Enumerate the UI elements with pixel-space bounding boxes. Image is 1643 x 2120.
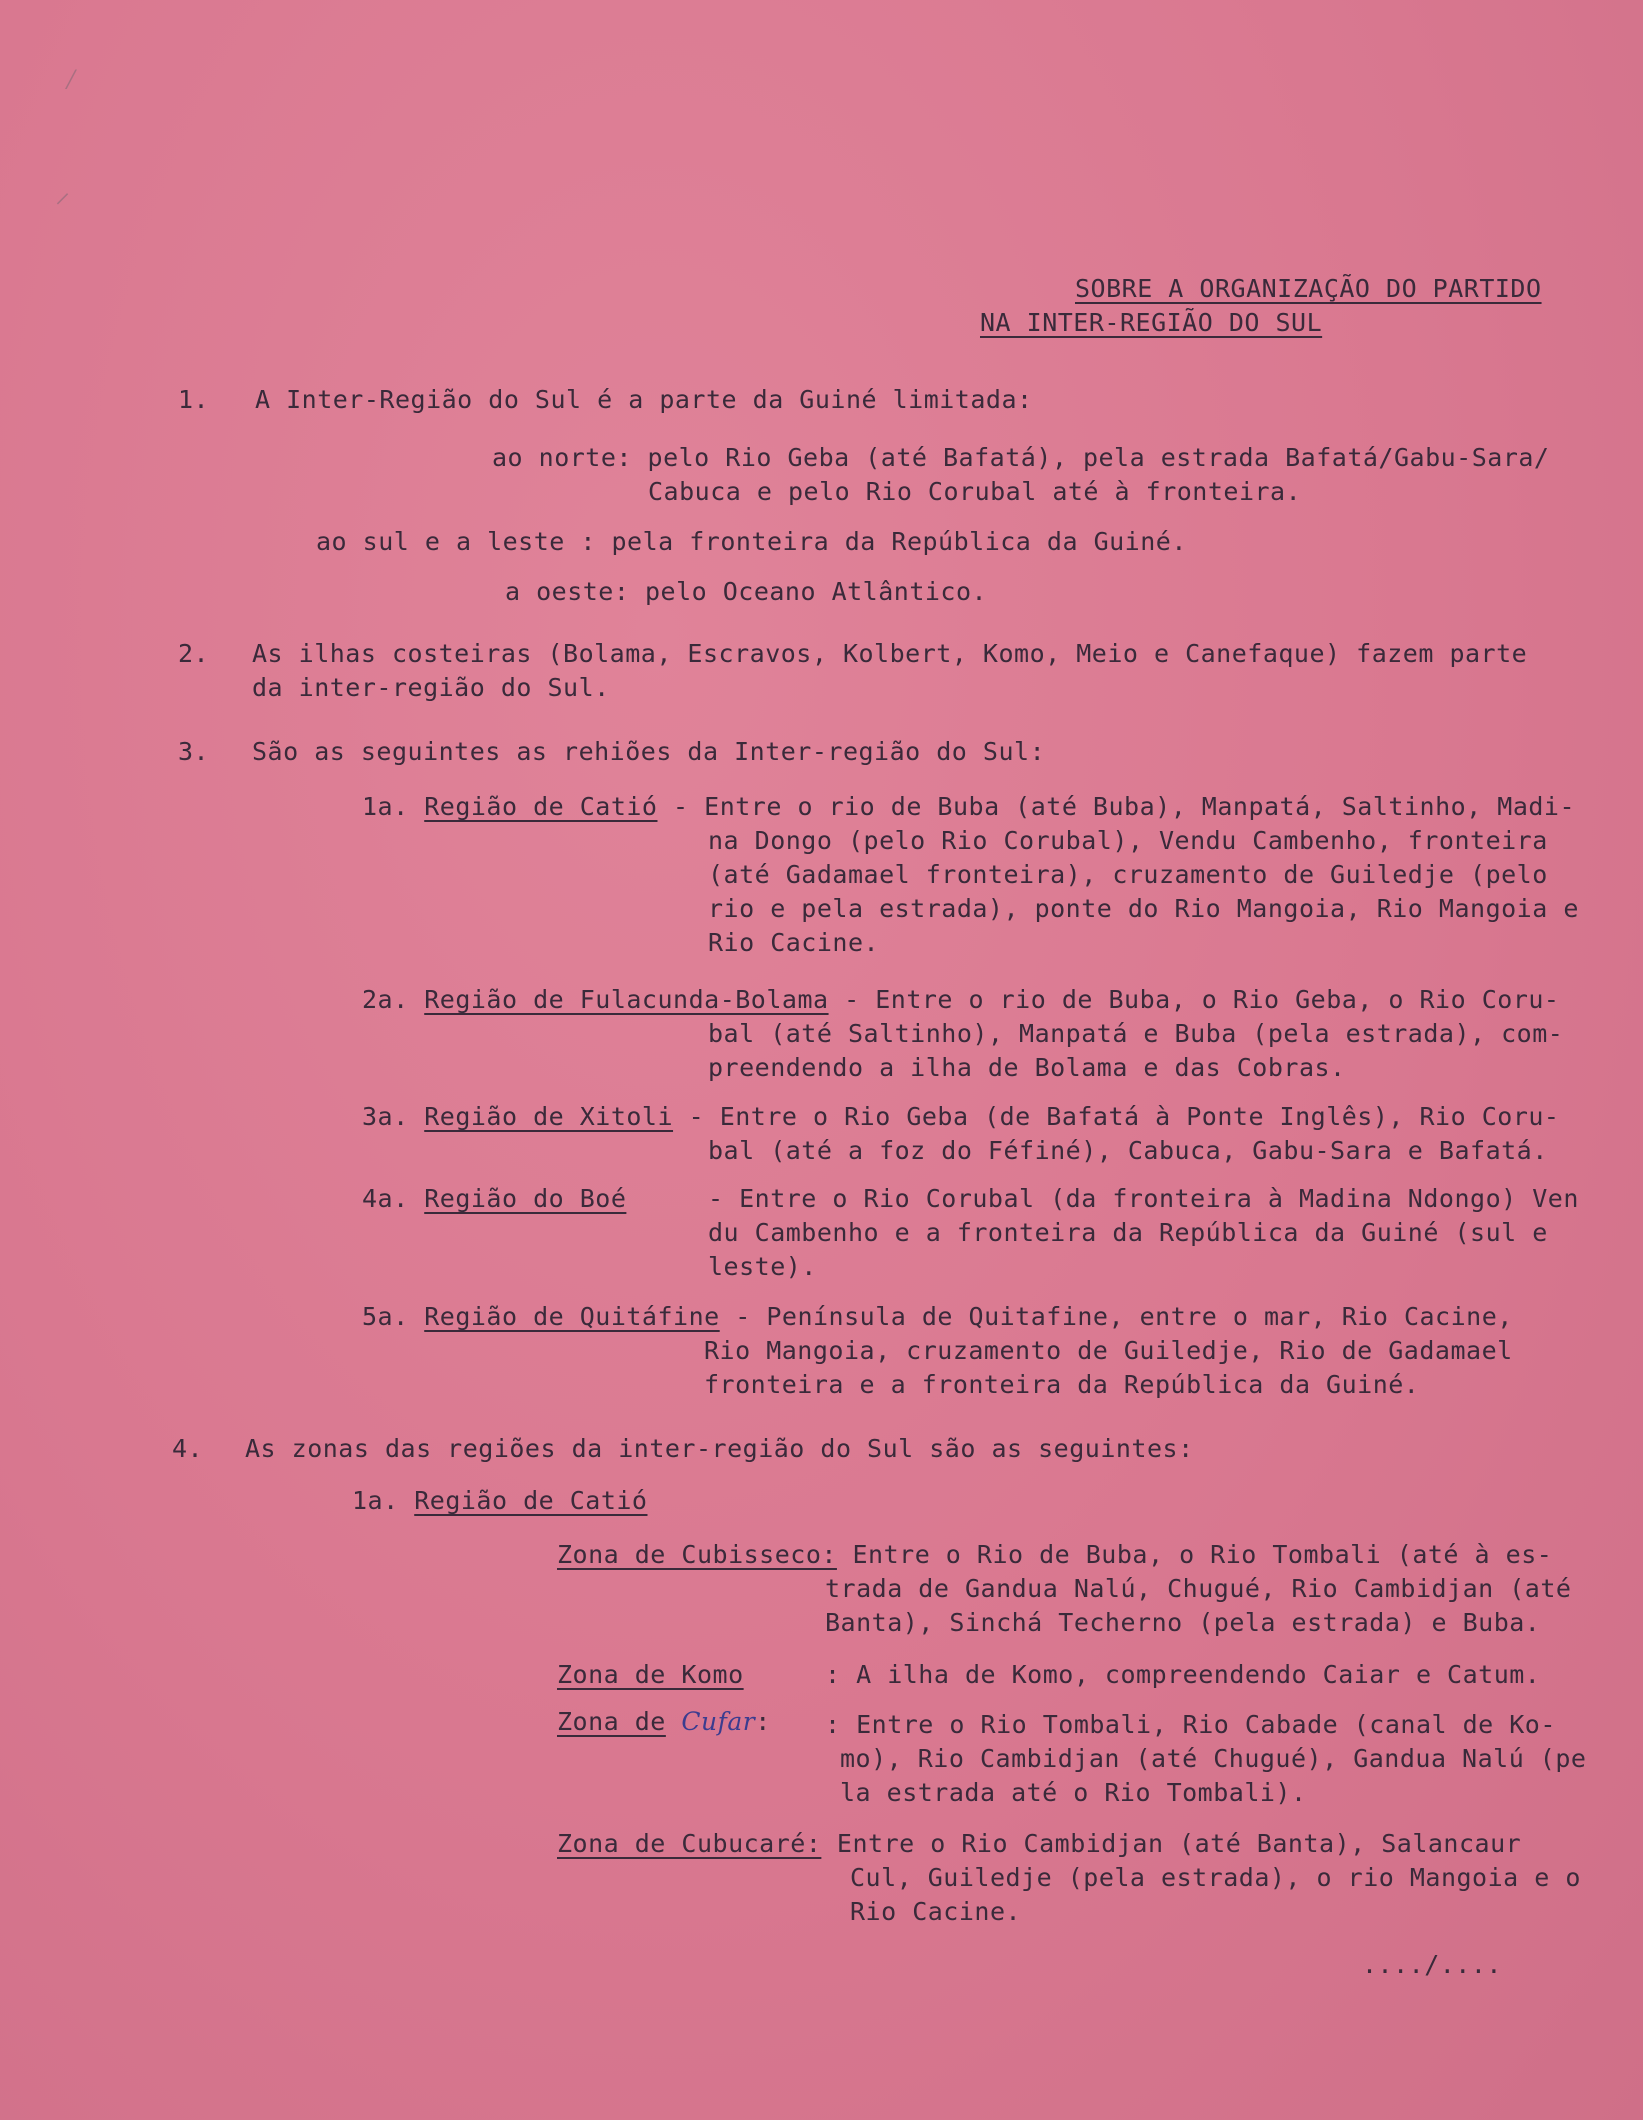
region-3-text: - Entre o Rio Geba (de Bafatá à Ponte Inglês), Rio Coru-: [673, 1102, 1560, 1131]
zone-3-colon: :: [755, 1707, 771, 1736]
zone-3-name-line: [557, 1705, 771, 1739]
region-5-text: - Península de Quitafine, entre o mar, Rio Cacine,: [719, 1302, 1513, 1331]
region-3-line: [362, 1100, 1559, 1134]
section-1-norte-b: Cabuca e pelo Rio Corubal até à fronteira.: [648, 477, 1302, 506]
region-1-name: Região de Catió: [424, 792, 658, 821]
region-4-number: 4a.: [362, 1184, 409, 1213]
section-1-sul: ao sul e a leste : pela fronteira da República da Guiné.: [316, 527, 1187, 556]
region-1-line-4: rio e pela estrada), ponte do Rio Mangoia, Rio Mangoia e: [708, 894, 1579, 923]
region-3-number: 3a.: [362, 1102, 409, 1131]
zone-4-name: Zona de Cubucaré:: [557, 1829, 822, 1858]
section-4-sub-heading: [352, 1484, 648, 1518]
region-4-line-2: du Cambenho e a fronteira da República da Guiné (sul e: [708, 1218, 1548, 1247]
zone-1-line-2: trada de Gandua Nalú, Chugué, Rio Cambidjan (até: [825, 1574, 1572, 1603]
region-5-line-3: fronteira e a fronteira da República da Guiné.: [704, 1370, 1420, 1399]
region-1-number: 1a.: [362, 792, 409, 821]
region-5-line-2: Rio Mangoia, cruzamento de Guiledje, Rio de Gadamael: [704, 1336, 1513, 1365]
region-5-line: [362, 1300, 1513, 1334]
region-2-name: Região de Fulacunda-Bolama: [424, 985, 829, 1014]
region-3-name: Região de Xitoli: [424, 1102, 674, 1131]
title-line-2: NA INTER-REGIÃO DO SUL: [980, 308, 1323, 337]
region-2-text: - Entre o rio de Buba, o Rio Geba, o Rio Coru-: [828, 985, 1560, 1014]
region-2-line-2: bal (até Saltinho), Manpatá e Buba (pela estrada), com-: [708, 1019, 1564, 1048]
zone-1-line: [557, 1538, 1552, 1572]
section-2-line-2: da inter-região do Sul.: [252, 673, 610, 702]
zone-2-text: : A ilha de Komo, compreendendo Caiar e Catum.: [825, 1660, 1541, 1689]
handwritten-mark: ⸝: [55, 175, 70, 210]
zone-4-line-2: Cul, Guiledje (pela estrada), o rio Mangoia e o: [850, 1863, 1581, 1892]
region-4-name: Região do Boé: [424, 1184, 627, 1213]
region-5-number: 5a.: [362, 1302, 409, 1331]
section-1-number: 1.: [178, 385, 210, 414]
zone-4-line: [557, 1827, 1521, 1861]
zone-4-text: Entre o Rio Cambidjan (até Banta), Salancaur: [821, 1829, 1522, 1858]
region-1-text: - Entre o rio de Buba (até Buba), Manpatá, Saltinho, Madi-: [657, 792, 1576, 821]
region-4-line: [362, 1182, 626, 1216]
region-4-line-3: leste).: [708, 1252, 817, 1281]
section-3-intro: São as seguintes as rehiões da Inter-região do Sul:: [252, 737, 1046, 766]
region-4-text: - Entre o Rio Corubal (da fronteira à Madina Ndongo) Ven: [708, 1184, 1579, 1213]
region-1-line-2: na Dongo (pelo Rio Corubal), Vendu Cambenho, fronteira: [708, 826, 1548, 855]
title-line-1: SOBRE A ORGANIZAÇÃO DO PARTIDO: [1075, 274, 1542, 303]
zone-2-name: Zona de Komo: [557, 1660, 744, 1689]
region-1-line-3: (até Gadamael fronteira), cruzamento de Guiledje (pelo: [708, 860, 1548, 889]
region-2-line: [362, 983, 1559, 1017]
section-4-number: 4.: [172, 1434, 204, 1463]
zone-3-handwritten-name: Cufar: [681, 1707, 756, 1736]
zone-3-line-2: mo), Rio Cambidjan (até Chugué), Gandua Nalú (pe: [840, 1744, 1587, 1773]
section-1-oeste: a oeste: pelo Oceano Atlântico.: [505, 577, 988, 606]
section-4-sub-name: Região de Catió: [414, 1486, 648, 1515]
zone-1-text: Entre o Rio de Buba, o Rio Tombali (até à es-: [836, 1540, 1553, 1569]
section-1-norte-a: ao norte: pelo Rio Geba (até Bafatá), pela estrada Bafatá/Gabu-Sara/: [492, 443, 1550, 472]
zone-1-name: Zona de Cubisseco:: [557, 1540, 837, 1569]
section-4-sub-number: 1a.: [352, 1486, 399, 1515]
continuation-mark: ..../....: [1362, 1950, 1502, 1979]
region-2-line-3: preendendo a ilha de Bolama e das Cobras.: [708, 1053, 1346, 1082]
handwritten-mark: ⁄: [62, 62, 81, 97]
section-2-line-1: As ilhas costeiras (Bolama, Escravos, Kolbert, Komo, Meio e Canefaque) fazem parte: [252, 639, 1528, 668]
zone-3-name: Zona de: [557, 1707, 666, 1736]
zone-4-line-3: Rio Cacine.: [850, 1897, 1022, 1926]
section-2-number: 2.: [178, 639, 210, 668]
section-1-intro: A Inter-Região do Sul é a parte da Guiné limitada:: [255, 385, 1033, 414]
zone-3-line-3: la estrada até o Rio Tombali).: [840, 1778, 1307, 1807]
section-3-number: 3.: [178, 737, 210, 766]
region-1-line-5: Rio Cacine.: [708, 928, 880, 957]
region-1-line: [362, 790, 1575, 824]
section-4-intro: As zonas das regiões da inter-região do Sul são as seguintes:: [245, 1434, 1194, 1463]
region-5-name: Região de Quitáfine: [424, 1302, 720, 1331]
region-3-line-2: bal (até a foz do Féfiné), Cabuca, Gabu-Sara e Bafatá.: [708, 1136, 1548, 1165]
region-2-number: 2a.: [362, 985, 409, 1014]
zone-1-line-3: Banta), Sinchá Techerno (pela estrada) e Buba.: [825, 1608, 1541, 1637]
zone-3-text: : Entre o Rio Tombali, Rio Cabade (canal de Ko-: [825, 1710, 1556, 1739]
